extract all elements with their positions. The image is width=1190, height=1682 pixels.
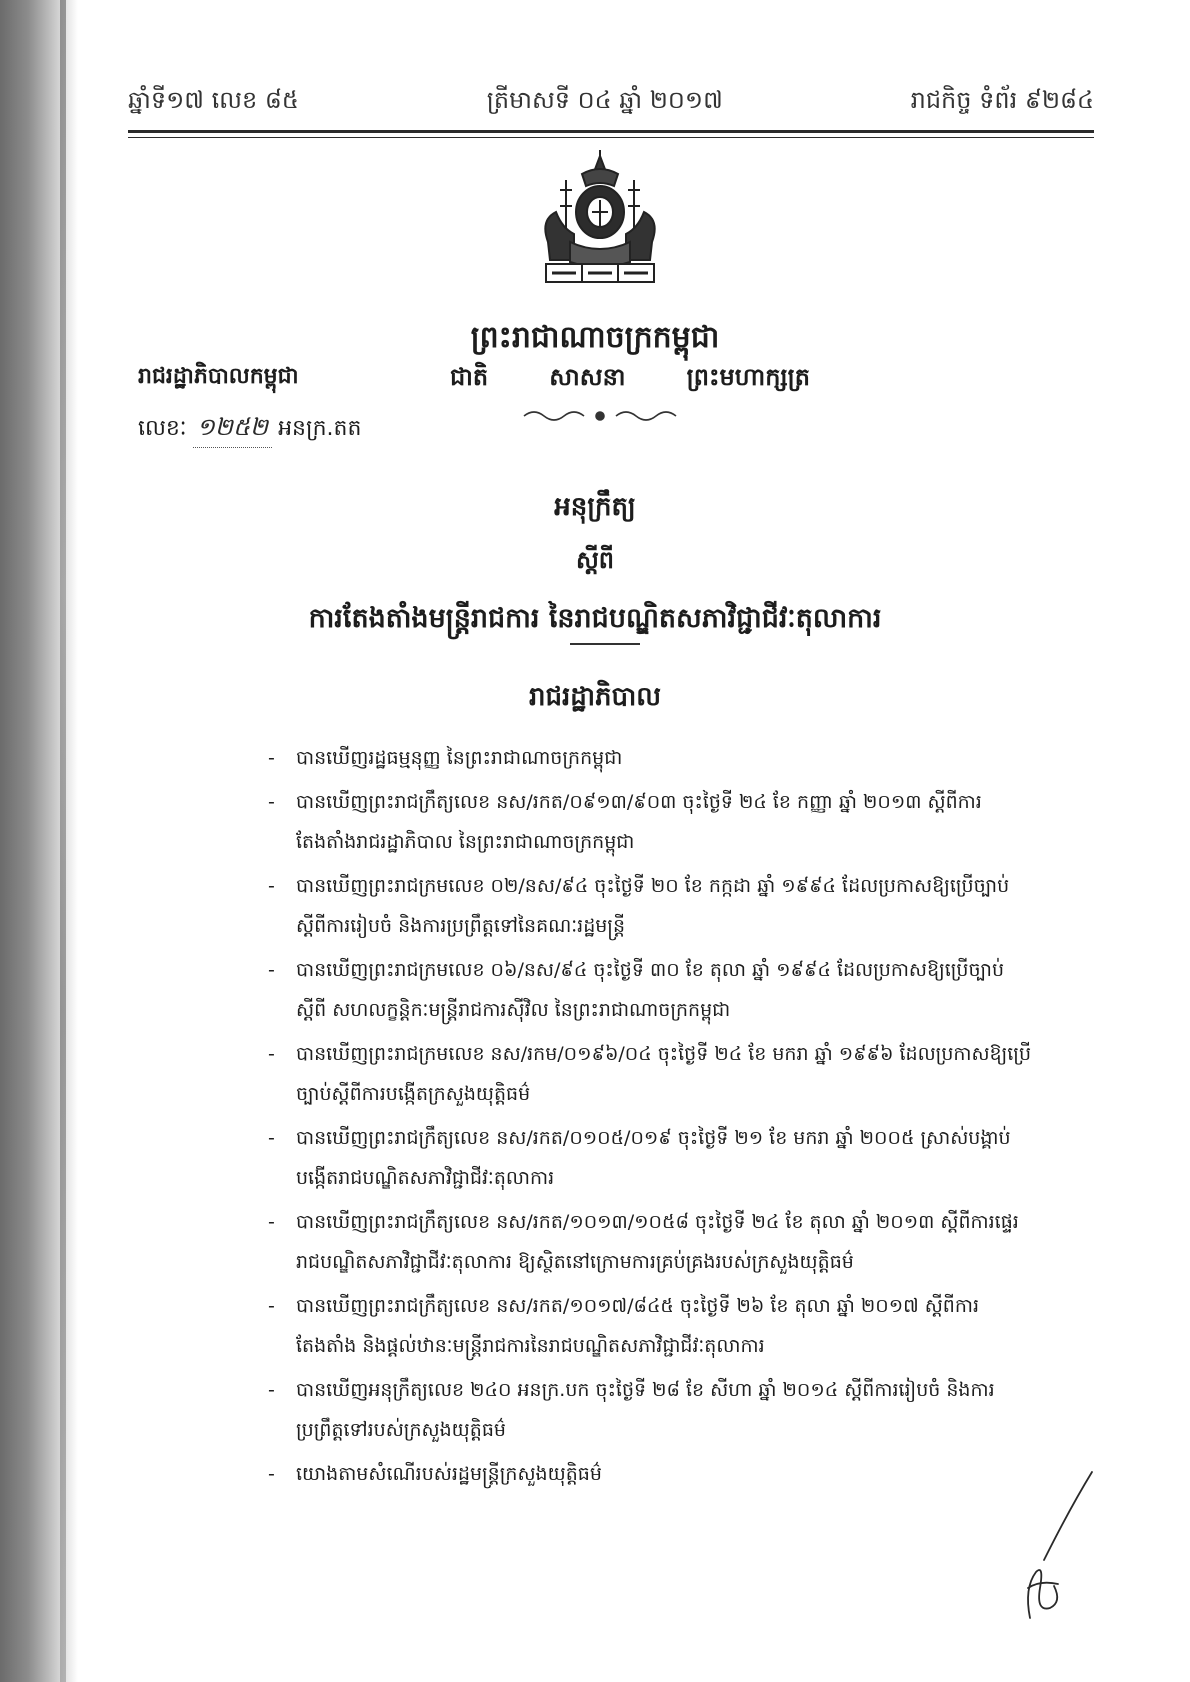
document-subject: ការតែងតាំងមន្ត្រីរាជការ នៃរាជបណ្ឌិតសភាវិជ្ជាជីវៈតុលាការ (308, 603, 882, 634)
gazette-issue: ឆ្នាំទី១៧ លេខ ៨៥ (128, 85, 299, 114)
clause-item: - បានឃើញព្រះរាជក្រមលេខ នស/រកម/០១៩៦/០៤ ចុះថ្ងៃទី ២៤ ខែ មករា ឆ្នាំ ១៩៩៦ ដែលប្រកាសឱ្យប្រើច្បាប់ស្តីពីការបង្កើតក្រសួងយុត្តិធម៌ (268, 1034, 1038, 1114)
clause-item: - បានឃើញព្រះរាជក្រមលេខ ០២/នស/៩៤ ចុះថ្ងៃទី ២០ ខែ កក្កដា ឆ្នាំ ១៩៩៤ ដែលប្រកាសឱ្យប្រើច្បាប់ស្តីពីការរៀបចំ និងការប្រព្រឹត្តទៅនៃគណៈរដ្ឋមន្ត្រី (268, 866, 1038, 946)
document-about: ស្តីពី (575, 546, 615, 574)
clause-item: - បានឃើញព្រះរាជក្រឹត្យលេខ នស/រកត/១០១៣/១០៥៨ ចុះថ្ងៃទី ២៤ ខែ តុលា ឆ្នាំ ២០១៣ ស្តីពីការផ្ទេររាជបណ្ឌិតសភាវិជ្ជាជីវៈតុលាការ ឱ្យស្ថិតនៅក្រោមការគ្រប់គ្រងរបស់ក្រសួងយុត្តិធម៌ (268, 1202, 1038, 1282)
gazette-date: ត្រីមាសទី ០៤ ឆ្នាំ ២០១៧ (486, 85, 723, 114)
clause-item: - បានឃើញព្រះរាជក្រឹត្យលេខ នស/រកត/០១០៥/០១៩ ចុះថ្ងៃទី ២១ ខែ មករា ឆ្នាំ ២០០៥ ស្រាស់បង្គាប់បង្កើតរាជបណ្ឌិតសភាវិជ្ជាជីវៈតុលាការ (268, 1118, 1038, 1198)
government-name: រាជរដ្ឋាភិបាលកម្ពុជា (138, 364, 299, 389)
decree-number (138, 412, 361, 448)
scan-shadow-edge (0, 0, 78, 1682)
document-type: អនុក្រឹត្យ (554, 492, 636, 522)
gazette-header (128, 82, 1094, 122)
number-suffix: អនក្រ.តត (278, 416, 362, 441)
gazette-page: រាជកិច្ច ទំព័រ ៩២៨៤ (910, 85, 1094, 114)
clause-item: - យោងតាមសំណើរបស់រដ្ឋមន្ត្រីក្រសួងយុត្តិធម៌ (268, 1454, 1038, 1494)
clause-item: - បានឃើញរដ្ឋធម្មនុញ្ញ នៃព្រះរាជាណាចក្រកម្ពុជា (268, 738, 1038, 778)
motto-nation: ជាតិ (450, 363, 489, 391)
motto-religion: សាសនា (549, 363, 626, 391)
national-motto (450, 362, 810, 397)
ornament-divider-icon (520, 408, 680, 424)
kingdom-name: ព្រះរាជាណាចក្រកម្ពុជា (470, 320, 720, 355)
scan-binding-line (60, 0, 66, 1682)
title-rule (570, 643, 640, 645)
header-rule (128, 130, 1094, 138)
issuer-heading: រាជរដ្ឋាភិបាល (528, 682, 662, 712)
issuing-authority (138, 362, 361, 448)
clause-item: - បានឃើញព្រះរាជក្រមលេខ ០៦/នស/៩៤ ចុះថ្ងៃទី ៣០ ខែ តុលា ឆ្នាំ ១៩៩៤ ដែលប្រកាសឱ្យប្រើច្បាប់ ស្តីពី សហលក្ខន្តិកៈមន្ត្រីរាជការស៊ីវិល នៃព្រះរាជាណាចក្រកម្ពុជា (268, 950, 1038, 1030)
handwritten-number: ១២៥២ (193, 412, 272, 448)
clause-item: - បានឃើញអនុក្រឹត្យលេខ ២៤០ អនក្រ.បក ចុះថ្ងៃទី ២៨ ខែ សីហា ឆ្នាំ ២០១៤ ស្តីពីការរៀបចំ និងការប្រព្រឹត្តទៅរបស់ក្រសួងយុត្តិធម៌ (268, 1370, 1038, 1450)
clause-item: - បានឃើញព្រះរាជក្រឹត្យលេខ នស/រកត/០៩១៣/៩០៣ ចុះថ្ងៃទី ២៤ ខែ កញ្ញា ឆ្នាំ ២០១៣ ស្តីពីការតែងតាំងរាជរដ្ឋាភិបាល នៃព្រះរាជាណាចក្រកម្ពុជា (268, 782, 1038, 862)
motto-king: ព្រះមហាក្សត្រ (686, 363, 810, 391)
preamble-clauses (268, 738, 1038, 1498)
number-label: លេខៈ (138, 416, 187, 441)
initial-signature-icon (1000, 1468, 1100, 1628)
clause-item: - បានឃើញព្រះរាជក្រឹត្យលេខ នស/រកត/១០១៧/៨៤៥ ចុះថ្ងៃទី ២៦ ខែ តុលា ឆ្នាំ ២០១៧ ស្តីពីការតែងតាំង និងផ្តល់ឋានៈមន្ត្រីរាជការនៃរាជបណ្ឌិតសភាវិជ្ជាជីវៈតុលាការ (268, 1286, 1038, 1366)
royal-coat-of-arms-icon (530, 150, 670, 300)
